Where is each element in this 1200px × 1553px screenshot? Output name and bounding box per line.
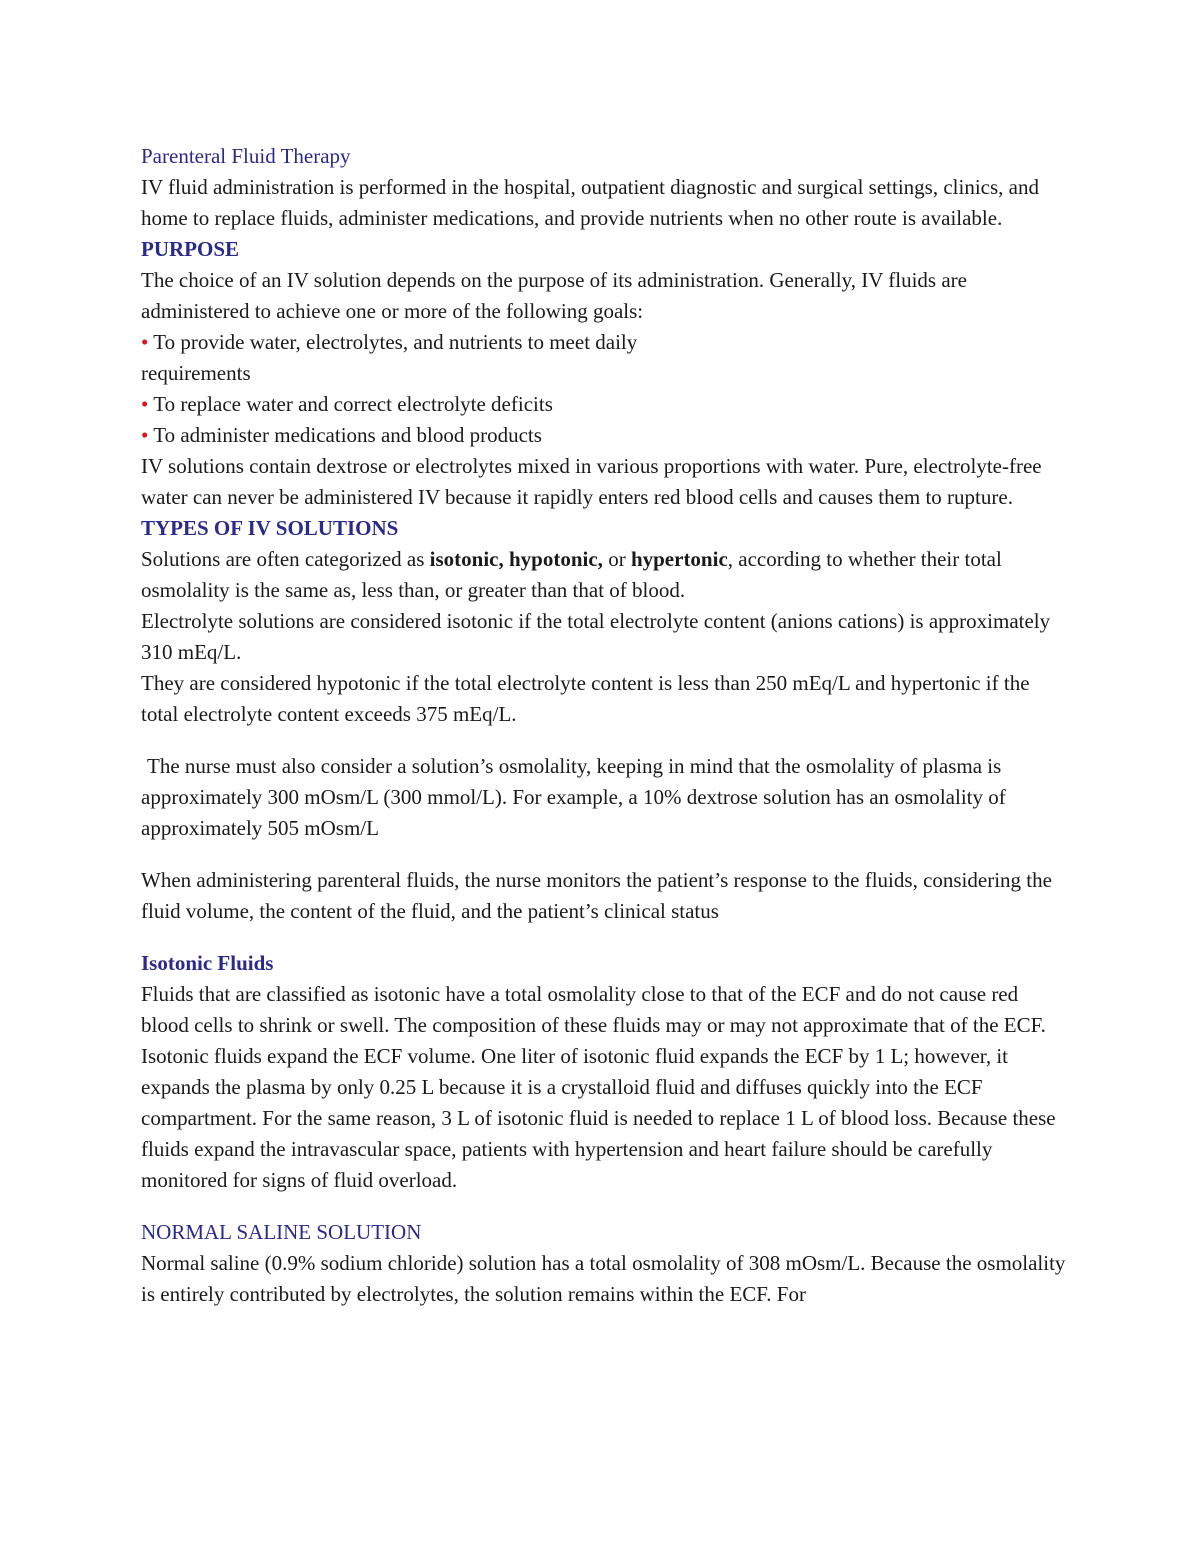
iv-solutions-paragraph: IV solutions contain dextrose or electrolytes mixed in various proportions with water. Pure, electrolyte-free water can never be administered IV because it rapidly enters red blood cells and causes them to rupture. <box>141 454 1042 509</box>
monitoring-paragraph: When administering parenteral fluids, the nurse monitors the patient’s response to the fluids, considering the fluid volume, the content of the fluid, and the patient’s clinical status <box>141 868 1052 923</box>
purpose-heading: PURPOSE <box>141 237 240 261</box>
bullet-text-3: To administer medications and blood products <box>153 423 542 447</box>
spacer <box>141 927 1071 948</box>
types-paragraph-1: Solutions are often categorized as isotonic, hypotonic, or hypertonic, according to whether their total osmolality is the same as, less than, or greater than that of blood. <box>141 547 1002 602</box>
isotonic-heading: Isotonic Fluids <box>141 951 274 975</box>
bullet-item-3 <box>141 420 1071 451</box>
types-heading: TYPES OF IV SOLUTIONS <box>141 516 399 540</box>
bullet-icon: • <box>141 330 149 354</box>
bullet-item-1 <box>141 327 1071 358</box>
bullet-text-2: To replace water and correct electrolyte deficits <box>153 392 553 416</box>
saline-heading: NORMAL SALINE SOLUTION <box>141 1220 422 1244</box>
types-paragraph-3: They are considered hypotonic if the total electrolyte content is less than 250 mEq/L and hypertonic if the total electrolyte content exceeds 375 mEq/L. <box>141 671 1030 726</box>
document-page <box>141 141 1071 1310</box>
bullet-item-2 <box>141 389 1071 420</box>
document-title: Parenteral Fluid Therapy <box>141 144 351 168</box>
isotonic-paragraph: Fluids that are classified as isotonic have a total osmolality close to that of the ECF and do not cause red blood cells to shrink or swell. The composition of these fluids may or may not approximate that of the ECF. Isotonic fluids expand the ECF volume. One liter of isotonic fluid expands the ECF by 1 L; however, it expands the plasma by only 0.25 L because it is a crystalloid fluid and diffuses quickly into the ECF compartment. For the same reason, 3 L of isotonic fluid is needed to replace 1 L of blood loss. Because these fluids expand the intravascular space, patients with hypertension and heart failure should be carefully monitored for signs of fluid overload. <box>141 982 1056 1192</box>
term-hypotonic: hypotonic, <box>509 547 603 571</box>
types-paragraph-2: Electrolyte solutions are considered isotonic if the total electrolyte content (anions cations) is approximately 310 mEq/L. <box>141 609 1051 664</box>
term-isotonic: isotonic <box>429 547 499 571</box>
bullet-text-1: To provide water, electrolytes, and nutrients to meet daily <box>153 330 638 354</box>
purpose-paragraph: The choice of an IV solution depends on the purpose of its administration. Generally, IV fluids are administered to achieve one or more of the following goals: <box>141 268 967 323</box>
saline-paragraph: Normal saline (0.9% sodium chloride) solution has a total osmolality of 308 mOsm/L. Because the osmolality is entirely contributed by electrolytes, the solution remains within the ECF. For <box>141 1251 1066 1306</box>
bullet-icon: • <box>141 423 149 447</box>
osmolality-paragraph: The nurse must also consider a solution’s osmolality, keeping in mind that the osmolality of plasma is approximately 300 mOsm/L (300 mmol/L). For example, a 10% dextrose solution has an osmolality of approximately 505 mOsm/L <box>141 754 1006 840</box>
term-hypertonic: hypertonic <box>630 547 728 571</box>
intro-paragraph: IV fluid administration is performed in the hospital, outpatient diagnostic and surgical settings, clinics, and home to replace fluids, administer medications, and provide nutrients when no other route is available. <box>141 175 1039 230</box>
bullet-item-1-continuation: requirements <box>141 361 251 385</box>
spacer <box>141 844 1071 865</box>
spacer <box>141 730 1071 751</box>
bullet-icon: • <box>141 392 149 416</box>
spacer <box>141 1196 1071 1217</box>
